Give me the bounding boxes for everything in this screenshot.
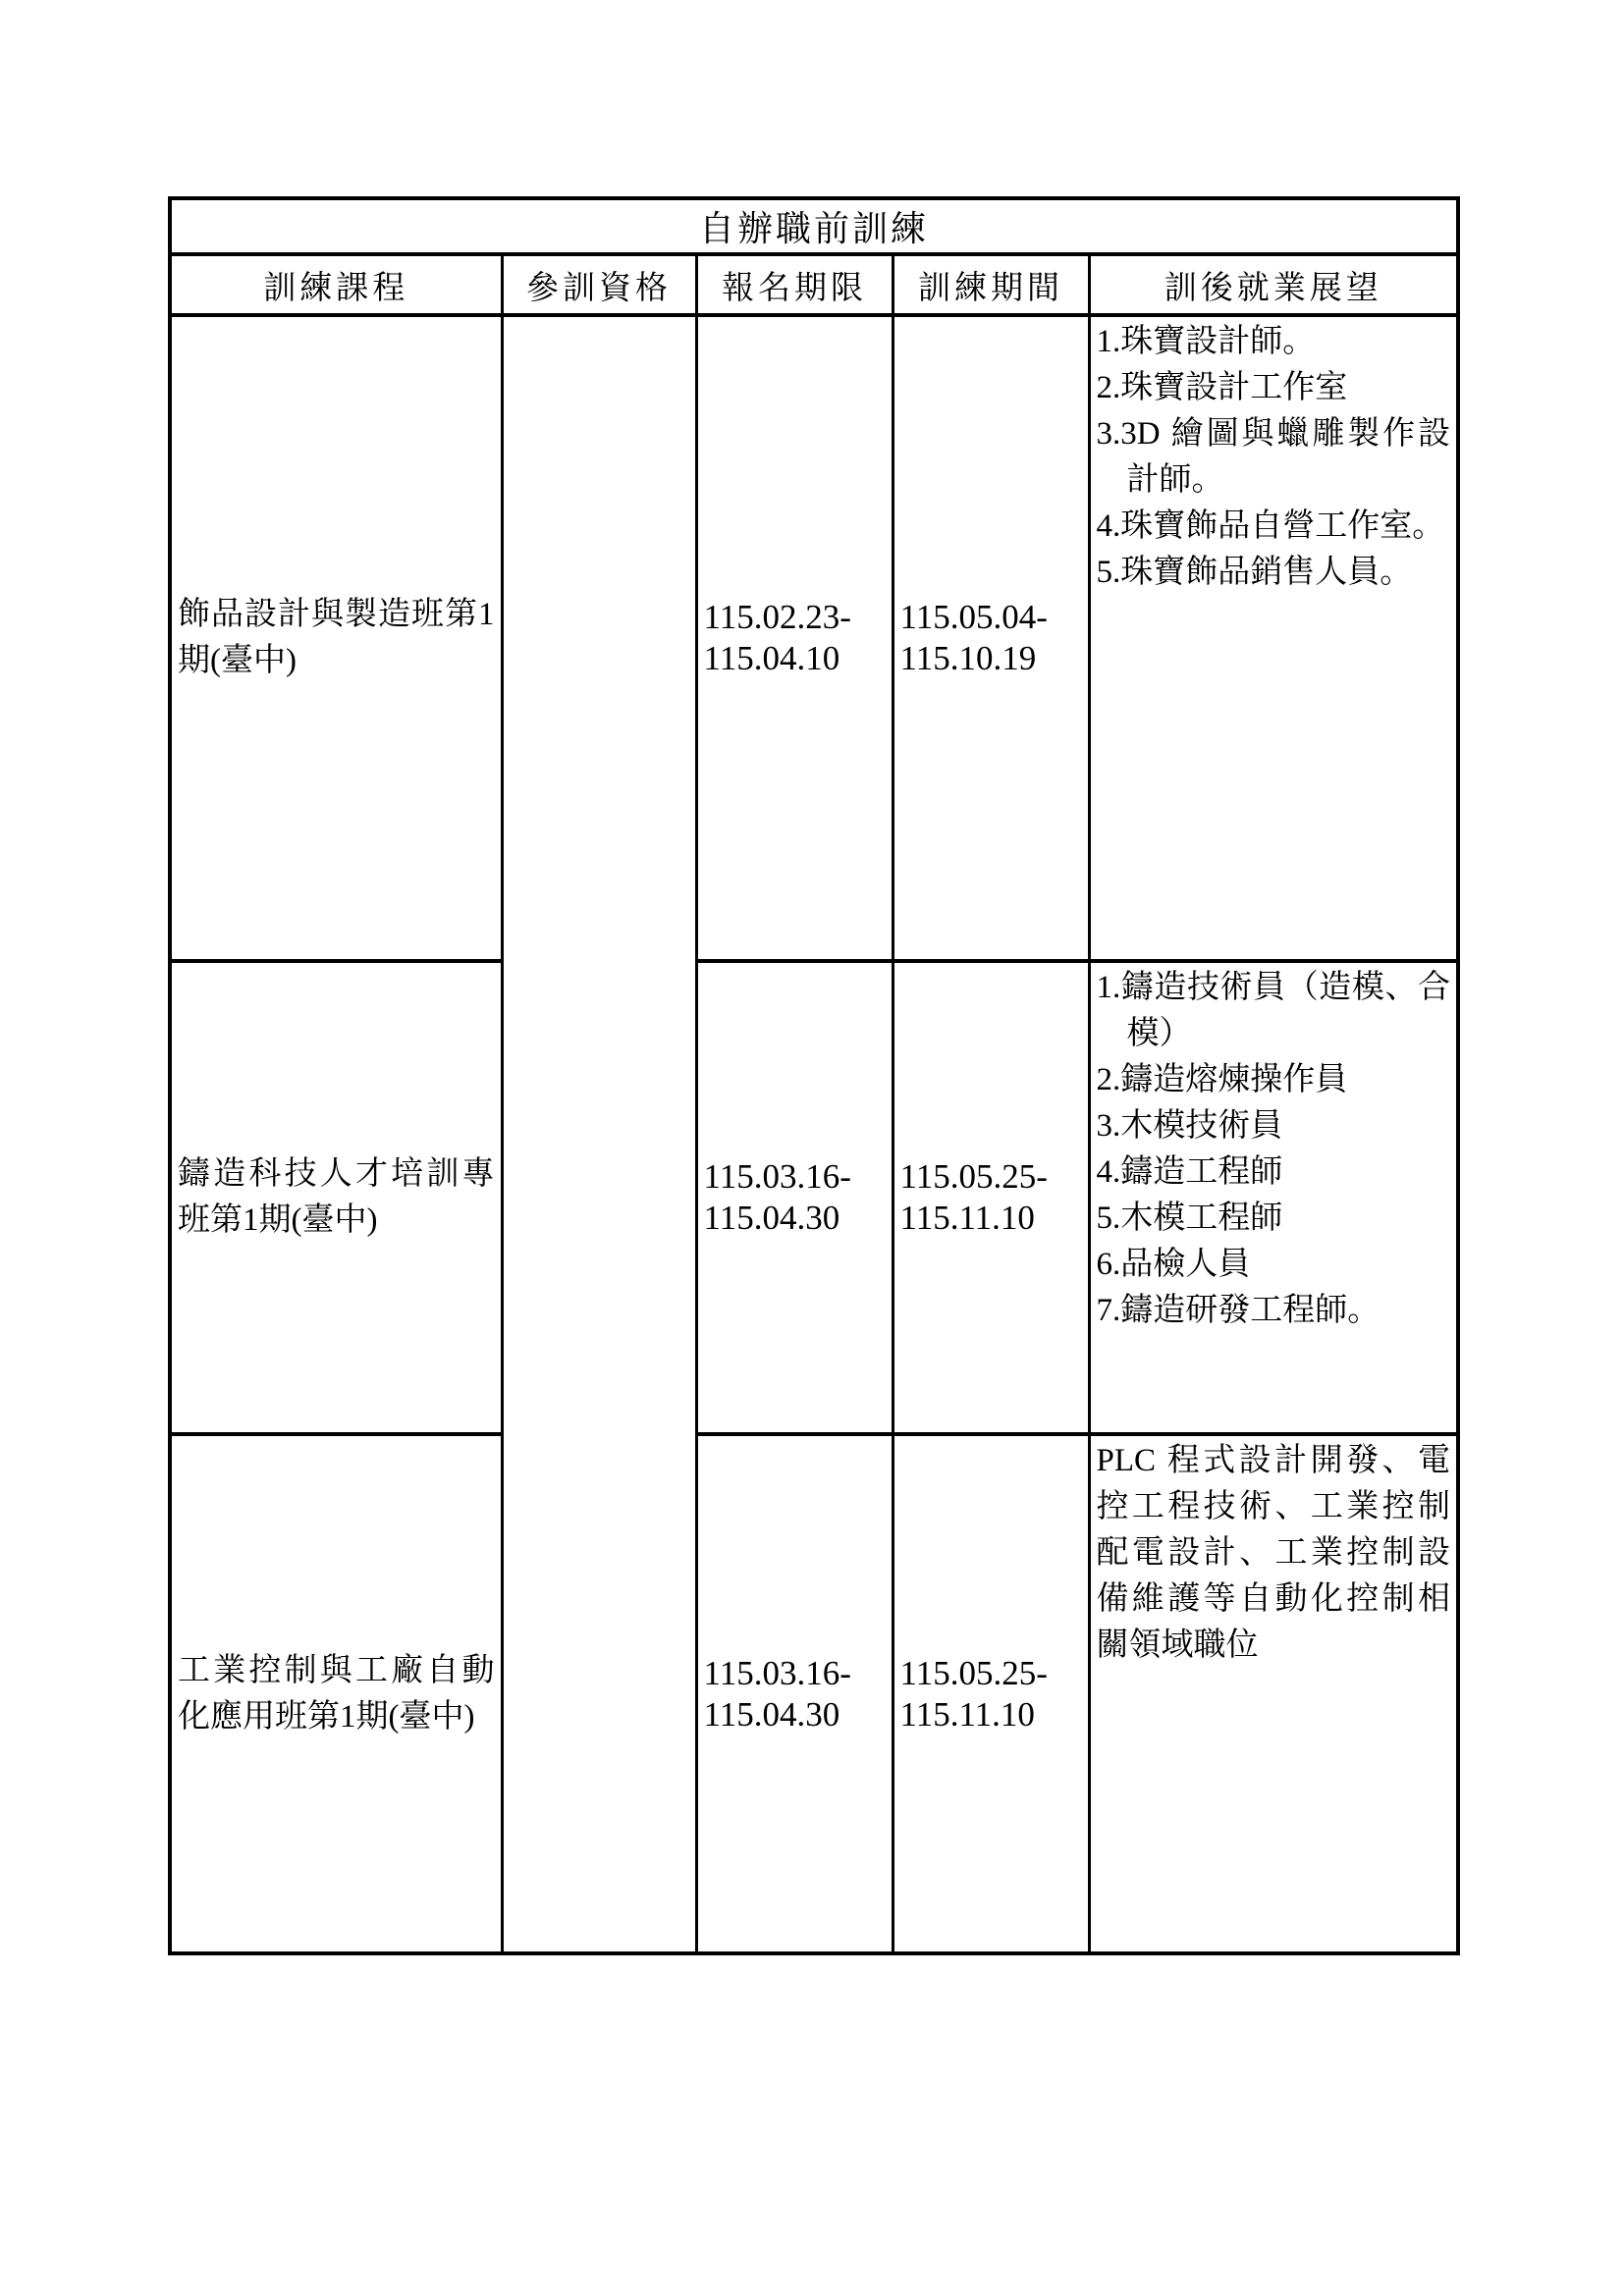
qualification-cell-merged [502,315,696,1953]
training-period-cell-1 [893,315,1089,961]
col-header-registration: 報名期限 [696,254,893,315]
list-item: 5.木模工程師 [1096,1201,1283,1236]
table-row-jewelry-design [170,315,1458,961]
list-item: 115.02.23- [703,598,851,636]
list-item: 115.05.04- [899,598,1048,636]
list-item: PLC 程式設計開發、電控工程技術、工業控制配電設計、工業控制設備維護等自動化控制相關領域職位 [1096,1443,1451,1663]
training-period-cell-3 [893,1434,1089,1953]
list-item: 115.03.16- [703,1653,851,1692]
list-item: 115.10.19 [899,639,1037,677]
col-header-qualification: 參訓資格 [502,254,696,315]
list-item: 1.珠寶設計師。 [1096,324,1316,359]
prospects-cell-1 [1089,315,1458,961]
list-item: 6.品檢人員 [1096,1247,1251,1282]
registration-cell-1 [696,315,893,961]
registration-cell-2 [696,961,893,1434]
table-header-row [170,254,1458,315]
col-header-prospects: 訓後就業展望 [1089,254,1458,315]
table-row-casting-tech [170,961,1458,1434]
registration-cell-3 [696,1434,893,1953]
course-cell-1: 飾品設計與製造班第1期(臺中) [170,315,502,961]
list-item: 3.木模技術員 [1096,1108,1283,1144]
list-item: 115.11.10 [899,1199,1035,1237]
training-period-cell-2 [893,961,1089,1434]
prospects-cell-2 [1089,961,1458,1434]
list-item: 4.鑄造工程師 [1096,1154,1283,1190]
training-table [168,196,1460,1955]
list-item: 115.04.30 [703,1694,840,1734]
col-header-course: 訓練課程 [170,254,502,315]
table-title-row [170,198,1458,254]
col-header-training-period: 訓練期間 [893,254,1089,315]
table-title: 自辦職前訓練 [170,198,1458,254]
list-item: 115.03.16- [703,1157,851,1196]
list-item: 1.鑄造技術員（造模、合模） [1096,970,1451,1051]
list-item: 2.鑄造熔煉操作員 [1096,1062,1348,1097]
list-item: 2.珠寶設計工作室 [1096,370,1348,405]
list-item: 4.珠寶飾品自營工作室。 [1096,508,1445,544]
course-cell-3: 工業控制與工廠自動化應用班第1期(臺中) [170,1434,502,1953]
list-item: 115.05.25- [899,1653,1048,1692]
list-item: 115.11.10 [899,1694,1035,1734]
table-row-industrial-control [170,1434,1458,1953]
prospects-cell-3 [1089,1434,1458,1953]
course-cell-2: 鑄造科技人才培訓專班第1期(臺中) [170,961,502,1434]
list-item: 5.珠寶飾品銷售人員。 [1096,555,1413,590]
list-item: 7.鑄造研發工程師。 [1096,1293,1380,1328]
list-item: 115.04.10 [703,639,840,677]
list-item: 115.04.30 [703,1199,840,1237]
list-item: 115.05.25- [899,1157,1048,1196]
list-item: 3.3D 繪圖與蠟雕製作設計師。 [1096,416,1451,498]
